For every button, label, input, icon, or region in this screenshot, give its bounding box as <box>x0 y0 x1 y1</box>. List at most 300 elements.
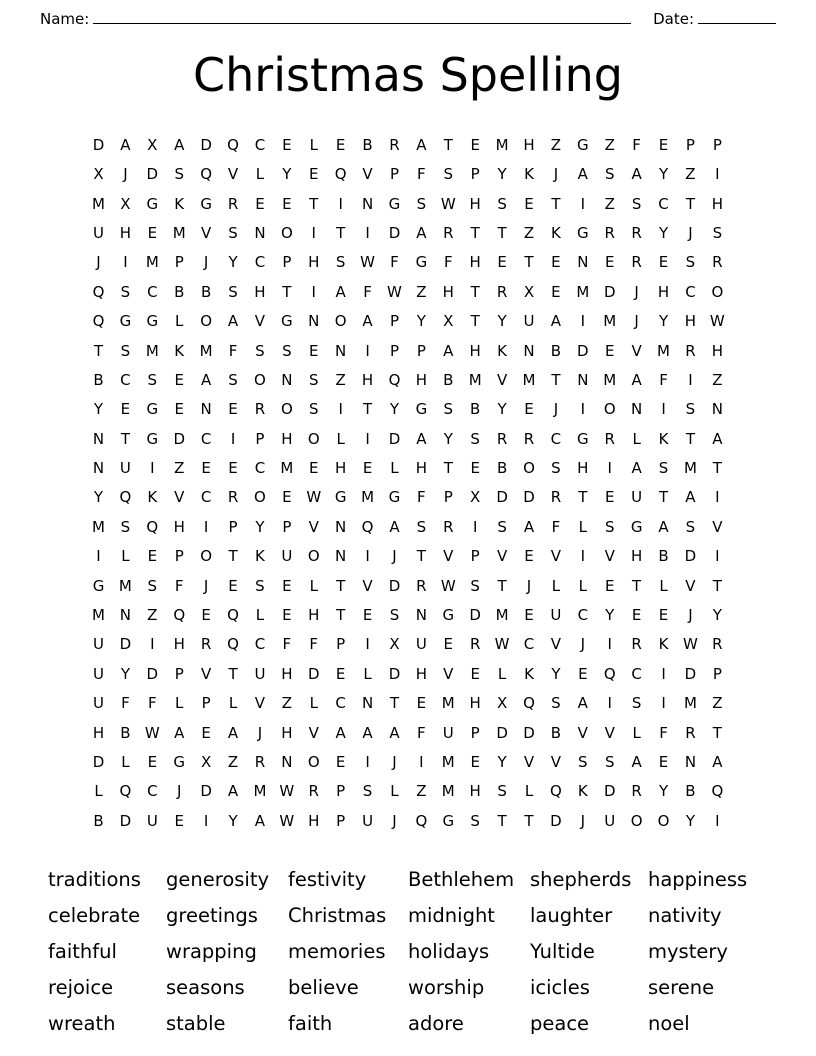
grid-cell[interactable]: Z <box>523 223 535 242</box>
grid-cell[interactable]: P <box>389 312 399 331</box>
word-list-item[interactable]: icicles <box>530 975 590 999</box>
grid-cell[interactable]: A <box>443 341 454 360</box>
grid-cell[interactable]: Z <box>227 752 239 771</box>
grid-cell[interactable]: S <box>685 400 696 419</box>
grid-cell[interactable]: H <box>92 723 105 742</box>
grid-cell[interactable]: J <box>203 576 209 595</box>
grid-cell[interactable]: L <box>309 694 318 713</box>
grid-cell[interactable]: T <box>336 606 346 625</box>
grid-cell[interactable]: A <box>227 782 239 801</box>
grid-cell[interactable]: N <box>631 400 643 419</box>
grid-cell[interactable]: S <box>335 253 346 272</box>
grid-cell[interactable]: H <box>469 782 481 801</box>
grid-cell[interactable]: O <box>280 223 293 242</box>
grid-cell[interactable]: Y <box>605 606 615 625</box>
grid-cell[interactable]: F <box>659 370 668 389</box>
grid-cell[interactable]: H <box>415 459 428 478</box>
grid-cell[interactable]: S <box>362 782 373 801</box>
grid-cell[interactable]: T <box>362 400 373 419</box>
grid-cell[interactable]: L <box>175 312 184 331</box>
grid-cell[interactable]: M <box>468 370 482 389</box>
word-list-item[interactable]: traditions <box>48 867 141 891</box>
grid-cell[interactable]: S <box>470 576 480 595</box>
grid-cell[interactable]: N <box>281 370 293 389</box>
grid-cell[interactable]: B <box>120 723 131 742</box>
grid-cell[interactable]: P <box>201 694 211 713</box>
grid-cell[interactable]: B <box>200 282 212 301</box>
grid-cell[interactable]: U <box>631 488 643 507</box>
grid-cell[interactable]: C <box>120 370 131 389</box>
grid-cell[interactable]: E <box>282 576 292 595</box>
grid-cell[interactable]: E <box>282 135 292 154</box>
grid-cell[interactable]: E <box>658 253 669 272</box>
grid-cell[interactable]: Z <box>712 694 723 713</box>
word-list-item[interactable]: Yultide <box>530 939 595 963</box>
grid-cell[interactable]: I <box>580 312 586 331</box>
grid-cell[interactable]: S <box>120 341 131 360</box>
grid-cell[interactable]: K <box>147 488 158 507</box>
grid-cell[interactable]: O <box>200 547 213 566</box>
grid-cell[interactable]: Y <box>658 165 669 184</box>
grid-cell[interactable]: Y <box>497 400 507 419</box>
grid-cell[interactable]: M <box>657 341 670 360</box>
grid-cell[interactable]: R <box>685 341 696 360</box>
word-list-item[interactable]: rejoice <box>48 975 114 999</box>
grid-cell[interactable]: G <box>415 400 428 419</box>
grid-cell[interactable]: O <box>307 429 320 448</box>
grid-cell[interactable]: A <box>416 429 427 448</box>
grid-cell[interactable]: I <box>580 547 586 566</box>
grid-cell[interactable]: I <box>365 223 370 242</box>
grid-cell[interactable]: Y <box>658 782 669 801</box>
grid-cell[interactable]: I <box>607 635 612 654</box>
grid-cell[interactable]: Z <box>604 194 615 213</box>
grid-cell[interactable]: T <box>416 547 426 566</box>
grid-cell[interactable]: G <box>577 223 589 242</box>
word-list-item[interactable]: holidays <box>408 939 490 963</box>
grid-cell[interactable]: O <box>334 312 347 331</box>
grid-cell[interactable]: H <box>335 459 347 478</box>
grid-cell[interactable]: A <box>362 723 373 742</box>
date-write-line[interactable] <box>698 11 776 24</box>
grid-cell[interactable]: Q <box>523 694 535 713</box>
grid-cell[interactable]: G <box>146 429 159 448</box>
grid-cell[interactable]: D <box>200 135 212 154</box>
grid-cell[interactable]: C <box>685 282 696 301</box>
grid-cell[interactable]: R <box>712 635 723 654</box>
grid-cell[interactable]: K <box>524 664 534 683</box>
grid-cell[interactable]: I <box>715 547 720 566</box>
grid-cell[interactable]: A <box>523 517 535 536</box>
grid-cell[interactable]: Z <box>604 135 615 154</box>
grid-cell[interactable]: L <box>363 664 372 683</box>
grid-cell[interactable]: G <box>415 253 428 272</box>
word-list-item[interactable]: believe <box>288 975 359 999</box>
grid-cell[interactable]: I <box>203 517 209 536</box>
grid-cell[interactable]: P <box>712 135 722 154</box>
grid-cell[interactable]: M <box>361 488 375 507</box>
grid-cell[interactable]: P <box>174 664 184 683</box>
grid-cell[interactable]: S <box>604 165 615 184</box>
grid-cell[interactable]: F <box>443 253 453 272</box>
grid-cell[interactable]: L <box>524 782 534 801</box>
grid-cell[interactable]: T <box>712 576 722 595</box>
grid-cell[interactable]: X <box>470 488 481 507</box>
grid-cell[interactable]: J <box>526 576 532 595</box>
grid-cell[interactable]: T <box>497 223 507 242</box>
grid-cell[interactable]: B <box>93 370 104 389</box>
grid-cell[interactable]: M <box>145 341 159 360</box>
grid-cell[interactable]: L <box>121 547 130 566</box>
grid-cell[interactable]: V <box>362 165 373 184</box>
word-list-item[interactable]: celebrate <box>48 903 141 927</box>
grid-cell[interactable]: D <box>550 811 562 830</box>
grid-cell[interactable]: S <box>578 752 588 771</box>
grid-cell[interactable]: M <box>603 370 617 389</box>
grid-cell[interactable]: D <box>388 664 401 683</box>
grid-cell[interactable]: K <box>255 547 265 566</box>
grid-cell[interactable]: M <box>92 517 105 536</box>
grid-cell[interactable]: E <box>604 253 615 272</box>
grid-cell[interactable]: M <box>199 341 213 360</box>
grid-cell[interactable]: Q <box>550 782 562 801</box>
grid-cell[interactable]: E <box>147 223 158 242</box>
grid-cell[interactable]: R <box>604 223 615 242</box>
grid-cell[interactable]: I <box>419 752 424 771</box>
grid-cell[interactable]: R <box>254 752 266 771</box>
grid-cell[interactable]: G <box>92 576 105 595</box>
grid-cell[interactable]: D <box>577 341 589 360</box>
grid-cell[interactable]: H <box>415 664 428 683</box>
grid-cell[interactable]: V <box>685 576 696 595</box>
grid-cell[interactable]: Y <box>497 165 507 184</box>
grid-cell[interactable]: S <box>631 194 642 213</box>
grid-cell[interactable]: R <box>389 135 400 154</box>
grid-cell[interactable]: F <box>121 694 130 713</box>
grid-cell[interactable]: R <box>227 194 239 213</box>
grid-cell[interactable]: O <box>523 459 535 478</box>
grid-cell[interactable]: N <box>335 547 347 566</box>
grid-cell[interactable]: M <box>92 194 105 213</box>
word-list-item[interactable]: shepherds <box>530 867 632 891</box>
grid-cell[interactable]: T <box>497 576 507 595</box>
grid-cell[interactable]: J <box>123 165 128 184</box>
grid-cell[interactable]: I <box>338 194 343 213</box>
grid-cell[interactable]: P <box>470 723 480 742</box>
grid-cell[interactable]: W <box>279 811 295 830</box>
grid-cell[interactable]: Y <box>255 517 265 536</box>
grid-cell[interactable]: H <box>173 635 185 654</box>
grid-cell[interactable]: I <box>580 400 586 419</box>
grid-cell[interactable]: E <box>228 576 238 595</box>
grid-cell[interactable]: S <box>255 341 265 360</box>
grid-cell[interactable]: G <box>173 752 186 771</box>
grid-cell[interactable]: M <box>118 576 132 595</box>
grid-cell[interactable]: S <box>228 282 238 301</box>
grid-cell[interactable]: J <box>96 253 101 272</box>
grid-cell[interactable]: B <box>658 547 669 566</box>
grid-cell[interactable]: C <box>550 429 562 448</box>
grid-cell[interactable]: B <box>550 723 562 742</box>
grid-cell[interactable]: W <box>144 723 160 742</box>
grid-cell[interactable]: Q <box>603 664 616 683</box>
grid-cell[interactable]: A <box>685 488 696 507</box>
grid-cell[interactable]: I <box>607 694 612 713</box>
grid-cell[interactable]: V <box>604 547 615 566</box>
grid-cell[interactable]: H <box>281 723 293 742</box>
grid-cell[interactable]: V <box>227 165 239 184</box>
grid-cell[interactable]: T <box>712 459 722 478</box>
grid-cell[interactable]: I <box>365 547 370 566</box>
grid-cell[interactable]: S <box>389 606 400 625</box>
grid-cell[interactable]: P <box>336 811 346 830</box>
word-list-item[interactable]: mystery <box>648 939 728 963</box>
grid-cell[interactable]: N <box>254 223 266 242</box>
grid-cell[interactable]: N <box>523 341 535 360</box>
grid-cell[interactable]: E <box>282 194 292 213</box>
name-write-line[interactable] <box>93 11 631 24</box>
grid-cell[interactable]: F <box>417 723 426 742</box>
grid-cell[interactable]: L <box>578 576 587 595</box>
grid-cell[interactable]: F <box>309 635 319 654</box>
grid-cell[interactable]: Q <box>92 282 105 301</box>
grid-cell[interactable]: S <box>228 370 238 389</box>
grid-cell[interactable]: W <box>494 635 510 654</box>
grid-cell[interactable]: D <box>92 752 105 771</box>
grid-cell[interactable]: A <box>335 282 346 301</box>
grid-cell[interactable]: A <box>227 723 239 742</box>
grid-cell[interactable]: H <box>469 194 481 213</box>
grid-cell[interactable]: D <box>307 664 320 683</box>
word-list-item[interactable]: wrapping <box>166 939 257 963</box>
grid-cell[interactable]: V <box>604 723 615 742</box>
grid-cell[interactable]: G <box>146 400 159 419</box>
grid-cell[interactable]: E <box>658 606 669 625</box>
grid-cell[interactable]: S <box>551 694 561 713</box>
grid-cell[interactable]: I <box>365 635 370 654</box>
grid-cell[interactable]: L <box>659 576 668 595</box>
grid-cell[interactable]: D <box>469 606 481 625</box>
grid-cell[interactable]: A <box>416 223 427 242</box>
grid-cell[interactable]: D <box>173 429 185 448</box>
grid-cell[interactable]: F <box>659 723 668 742</box>
grid-cell[interactable]: V <box>496 370 508 389</box>
grid-cell[interactable]: S <box>282 341 292 360</box>
grid-cell[interactable]: S <box>308 370 319 389</box>
grid-cell[interactable]: B <box>685 782 696 801</box>
grid-cell[interactable]: L <box>94 782 103 801</box>
grid-cell[interactable]: A <box>174 723 185 742</box>
grid-cell[interactable]: L <box>551 576 561 595</box>
grid-cell[interactable]: T <box>336 576 346 595</box>
grid-cell[interactable]: V <box>577 723 588 742</box>
grid-cell[interactable]: T <box>336 223 346 242</box>
grid-cell[interactable]: S <box>658 459 669 478</box>
grid-cell[interactable]: L <box>121 752 130 771</box>
grid-cell[interactable]: S <box>551 459 561 478</box>
grid-cell[interactable]: E <box>282 488 292 507</box>
grid-cell[interactable]: D <box>388 429 401 448</box>
grid-cell[interactable]: P <box>470 547 480 566</box>
grid-cell[interactable]: C <box>254 635 266 654</box>
grid-cell[interactable]: R <box>308 782 319 801</box>
grid-cell[interactable]: I <box>661 694 666 713</box>
grid-cell[interactable]: R <box>631 635 642 654</box>
grid-cell[interactable]: R <box>631 223 642 242</box>
grid-cell[interactable]: Q <box>334 165 347 184</box>
grid-cell[interactable]: F <box>390 253 399 272</box>
grid-cell[interactable]: S <box>416 194 427 213</box>
grid-cell[interactable]: E <box>309 459 319 478</box>
grid-cell[interactable]: H <box>361 370 374 389</box>
grid-cell[interactable]: Q <box>361 517 374 536</box>
grid-cell[interactable]: J <box>392 811 397 830</box>
grid-cell[interactable]: V <box>254 312 266 331</box>
grid-cell[interactable]: V <box>550 752 562 771</box>
grid-cell[interactable]: I <box>338 400 343 419</box>
grid-cell[interactable]: F <box>228 341 238 360</box>
grid-cell[interactable]: Y <box>551 664 561 683</box>
grid-cell[interactable]: V <box>523 752 535 771</box>
grid-cell[interactable]: B <box>93 811 104 830</box>
grid-cell[interactable]: S <box>685 253 696 272</box>
grid-cell[interactable]: E <box>335 664 346 683</box>
word-list-item[interactable]: peace <box>530 1011 590 1035</box>
grid-cell[interactable]: H <box>711 341 723 360</box>
grid-cell[interactable]: P <box>470 165 480 184</box>
word-list-item[interactable]: memories <box>288 939 386 963</box>
grid-cell[interactable]: R <box>200 635 212 654</box>
word-list-item[interactable]: Bethlehem <box>408 867 515 891</box>
grid-cell[interactable]: L <box>390 459 399 478</box>
grid-cell[interactable]: N <box>361 694 374 713</box>
grid-cell[interactable]: N <box>361 194 374 213</box>
grid-cell[interactable]: W <box>306 488 322 507</box>
grid-cell[interactable]: C <box>335 694 346 713</box>
grid-cell[interactable]: C <box>200 429 212 448</box>
grid-cell[interactable]: H <box>577 459 589 478</box>
grid-cell[interactable]: E <box>174 811 184 830</box>
grid-cell[interactable]: N <box>200 400 212 419</box>
grid-cell[interactable]: Y <box>389 400 400 419</box>
grid-cell[interactable]: O <box>254 488 266 507</box>
grid-cell[interactable]: E <box>631 606 642 625</box>
grid-cell[interactable]: V <box>254 694 266 713</box>
grid-cell[interactable]: T <box>685 429 696 448</box>
grid-cell[interactable]: D <box>146 664 159 683</box>
grid-cell[interactable]: V <box>550 635 562 654</box>
grid-cell[interactable]: J <box>392 752 397 771</box>
grid-cell[interactable]: V <box>200 223 212 242</box>
grid-cell[interactable]: I <box>607 459 612 478</box>
grid-cell[interactable]: Q <box>200 165 213 184</box>
grid-cell[interactable]: L <box>309 135 318 154</box>
grid-cell[interactable]: U <box>93 664 104 683</box>
grid-cell[interactable]: S <box>497 782 507 801</box>
grid-cell[interactable]: J <box>688 223 693 242</box>
grid-cell[interactable]: D <box>684 547 697 566</box>
grid-cell[interactable]: L <box>175 694 184 713</box>
grid-cell[interactable]: S <box>631 694 642 713</box>
grid-cell[interactable]: Z <box>416 782 427 801</box>
grid-cell[interactable]: U <box>415 635 427 654</box>
grid-cell[interactable]: F <box>363 282 372 301</box>
grid-cell[interactable]: W <box>440 576 456 595</box>
grid-cell[interactable]: F <box>174 576 184 595</box>
grid-cell[interactable]: I <box>123 253 128 272</box>
grid-cell[interactable]: T <box>228 664 238 683</box>
grid-cell[interactable]: B <box>496 459 508 478</box>
grid-cell[interactable]: S <box>416 517 427 536</box>
grid-cell[interactable]: A <box>631 459 642 478</box>
grid-cell[interactable]: S <box>255 576 265 595</box>
grid-cell[interactable]: J <box>203 253 209 272</box>
grid-cell[interactable]: T <box>658 488 669 507</box>
grid-cell[interactable]: T <box>524 253 534 272</box>
grid-cell[interactable]: S <box>604 517 615 536</box>
grid-cell[interactable]: R <box>496 282 508 301</box>
grid-cell[interactable]: O <box>657 811 670 830</box>
word-list-item[interactable]: greetings <box>166 903 258 927</box>
grid-cell[interactable]: E <box>309 165 319 184</box>
grid-cell[interactable]: Q <box>711 782 724 801</box>
grid-cell[interactable]: H <box>657 282 670 301</box>
grid-cell[interactable]: Z <box>685 165 696 184</box>
grid-cell[interactable]: M <box>441 694 455 713</box>
grid-cell[interactable]: P <box>336 635 346 654</box>
grid-cell[interactable]: X <box>120 194 131 213</box>
grid-cell[interactable]: V <box>631 341 642 360</box>
grid-cell[interactable]: Y <box>658 312 669 331</box>
word-list-item[interactable]: festivity <box>288 867 367 891</box>
grid-cell[interactable]: H <box>523 135 535 154</box>
grid-cell[interactable]: Y <box>120 664 130 683</box>
grid-cell[interactable]: A <box>712 429 723 448</box>
grid-cell[interactable]: G <box>388 194 401 213</box>
grid-cell[interactable]: V <box>308 517 319 536</box>
grid-cell[interactable]: G <box>334 488 347 507</box>
grid-cell[interactable]: S <box>443 165 454 184</box>
grid-cell[interactable]: Y <box>497 312 507 331</box>
grid-cell[interactable]: P <box>174 253 184 272</box>
grid-cell[interactable]: P <box>336 782 346 801</box>
grid-cell[interactable]: E <box>228 459 238 478</box>
grid-cell[interactable]: F <box>282 635 292 654</box>
grid-cell[interactable]: A <box>550 312 562 331</box>
grid-cell[interactable]: S <box>685 517 696 536</box>
grid-cell[interactable]: I <box>365 429 370 448</box>
grid-cell[interactable]: V <box>200 664 212 683</box>
grid-cell[interactable]: E <box>443 635 454 654</box>
grid-cell[interactable]: O <box>711 282 724 301</box>
grid-cell[interactable]: H <box>469 253 481 272</box>
grid-cell[interactable]: Q <box>173 606 186 625</box>
grid-cell[interactable]: E <box>470 752 480 771</box>
grid-cell[interactable]: E <box>604 341 615 360</box>
grid-cell[interactable]: T <box>389 694 400 713</box>
grid-cell[interactable]: T <box>443 135 453 154</box>
grid-cell[interactable]: A <box>631 370 642 389</box>
grid-cell[interactable]: U <box>550 606 562 625</box>
grid-cell[interactable]: B <box>174 282 185 301</box>
grid-cell[interactable]: A <box>200 370 212 389</box>
grid-cell[interactable]: M <box>253 782 267 801</box>
grid-cell[interactable]: I <box>311 282 316 301</box>
grid-cell[interactable]: Y <box>93 400 104 419</box>
grid-cell[interactable]: H <box>711 194 723 213</box>
grid-cell[interactable]: Y <box>443 429 453 448</box>
grid-cell[interactable]: P <box>416 341 426 360</box>
